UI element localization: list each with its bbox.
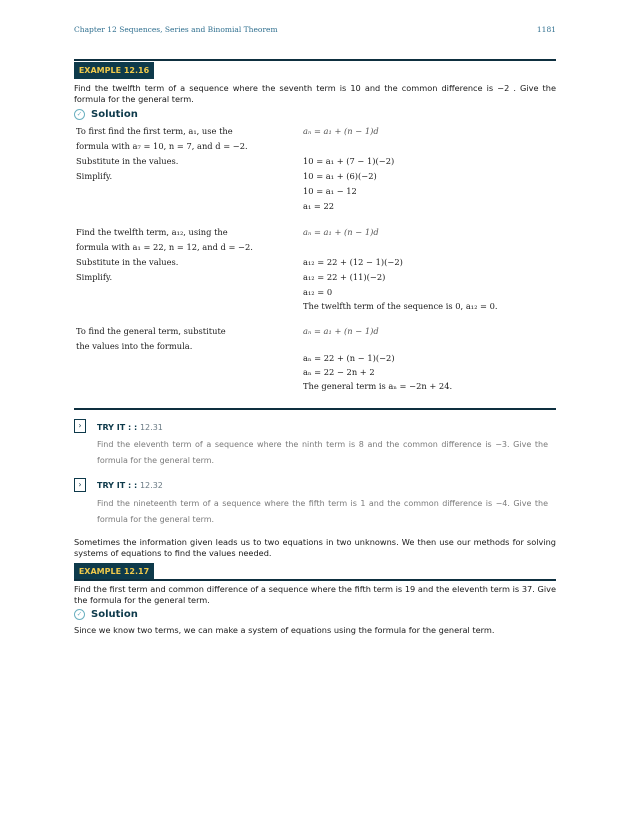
step-math: a₁ = 22 (303, 201, 335, 211)
page-header (74, 25, 556, 37)
example-badge: EXAMPLE 12.17 (74, 563, 154, 580)
step-math: 10 = a₁ − 12 (303, 186, 357, 196)
try-it-text: Find the eleventh term of a sequence where the ninth term is 8 and the common difference is −3. Give the formula for the general term. (97, 440, 548, 465)
step-math: aₙ = a₁ + (n − 1)d (303, 326, 379, 336)
check-circle-icon: ✓ (74, 109, 85, 120)
solution-heading: ✓ Solution (74, 609, 138, 621)
step-text: formula with a₇ = 10, n = 7, and d = −2. (76, 141, 248, 151)
chevron-right-icon: › (78, 480, 82, 489)
solution-heading: ✓ Solution (74, 109, 138, 121)
example-problem: Find the first term and common difference of a sequence where the fifth term is 19 and the eleventh term is 37. Give the formula for the general term. (74, 584, 556, 605)
try-it-expand-button[interactable] (74, 478, 86, 492)
intro-paragraph: Sometimes the information given leads us to two equations in two unknowns. We then use our methods for solving systems of equations to find the values needed. (74, 537, 556, 558)
page-number: 1181 (536, 25, 556, 34)
example-badge: EXAMPLE 12.16 (74, 62, 154, 79)
step-text: Simplify. (76, 272, 113, 282)
step-math: 10 = a₁ + (6)(−2) (303, 171, 377, 181)
step-text: Simplify. (76, 171, 113, 181)
step-math: The general term is aₙ = −2n + 24. (303, 381, 453, 391)
step-math: a₁₂ = 0 (303, 287, 333, 297)
step-math: aₙ = a₁ + (n − 1)d (303, 126, 379, 136)
step-math: aₙ = a₁ + (n − 1)d (303, 227, 379, 237)
example-bottom-rule (74, 408, 556, 410)
step-text: the values into the formula. (76, 341, 193, 351)
try-it-expand-button[interactable] (74, 419, 86, 433)
step-text: Substitute in the values. (76, 156, 179, 166)
chevron-right-icon: › (78, 421, 82, 430)
step-math: aₙ = 22 + (n − 1)(−2) (303, 353, 395, 363)
example-top-rule (74, 59, 556, 61)
solution-text: Since we know two terms, we can make a system of equations using the formula for the general term. (74, 625, 495, 635)
check-circle-icon: ✓ (74, 609, 85, 620)
step-text: Find the twelfth term, a₁₂, using the (76, 227, 228, 237)
step-math: aₙ = 22 − 2n + 2 (303, 367, 375, 377)
chapter-title: Chapter 12 Sequences, Series and Binomial Theorem (74, 25, 278, 34)
step-math: 10 = a₁ + (7 − 1)(−2) (303, 156, 395, 166)
step-text: To find the general term, substitute (76, 326, 226, 336)
step-math: a₁₂ = 22 + (12 − 1)(−2) (303, 257, 403, 267)
step-text: To first find the first term, a₁, use the (76, 126, 233, 136)
try-it-label: TRY IT : : 12.32 (97, 481, 163, 490)
try-it-label: TRY IT : : 12.31 (97, 423, 163, 432)
try-it-text: Find the nineteenth term of a sequence where the fifth term is 1 and the common difference is −4. Give the formula for the general term. (97, 499, 548, 524)
example-problem: Find the twelfth term of a sequence where the seventh term is 10 and the common difference is −2 . Give the formula for the general term. (74, 83, 556, 104)
example-top-rule (74, 579, 556, 581)
step-text: formula with a₁ = 22, n = 12, and d = −2. (76, 242, 253, 252)
step-text: Substitute in the values. (76, 257, 179, 267)
step-math: The twelfth term of the sequence is 0, a₁₂ = 0. (303, 301, 498, 311)
step-math: a₁₂ = 22 + (11)(−2) (303, 272, 386, 282)
